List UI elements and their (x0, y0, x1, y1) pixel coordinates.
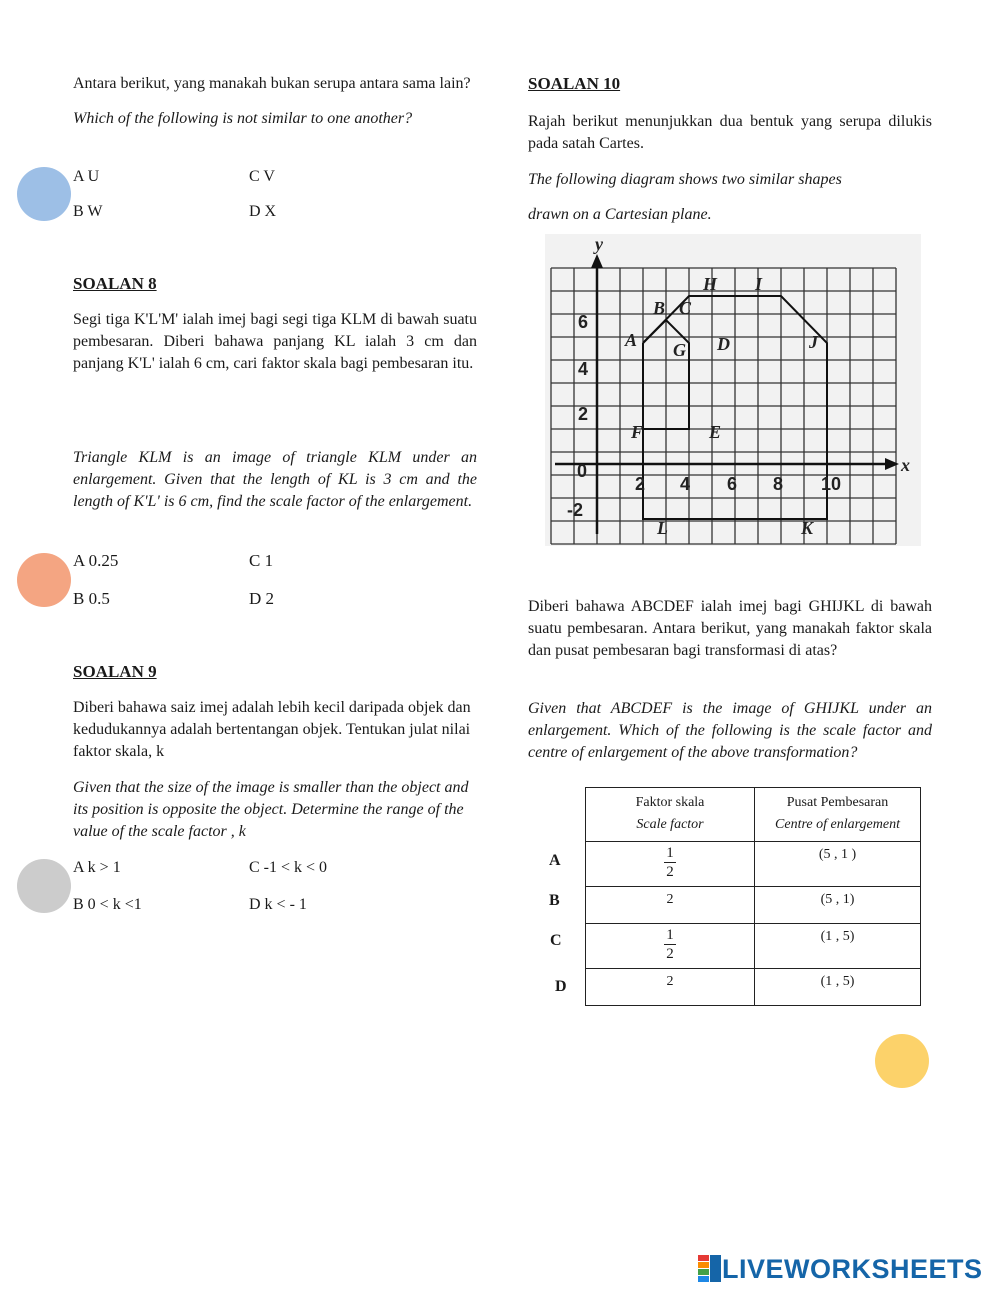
scale-cell (586, 924, 755, 969)
table-row (586, 969, 921, 1006)
q7-english: Which of the following is not similar to one another? (73, 110, 413, 127)
q7-answer-dot[interactable] (17, 167, 71, 221)
point-label-l: L (657, 518, 668, 538)
cartesian-diagram (545, 234, 921, 546)
centre-cell: (1 , 5) (755, 924, 921, 969)
liveworksheets-logo (698, 1255, 983, 1283)
q10-malay-question: Diberi bahawa ABCDEF ialah imej bagi GHIJKL di bawah suatu pembesaran. Antara berikut, yang manakah faktor skala dan pusat pembesaran bagi transformasi di atas? (528, 598, 932, 659)
fraction-numerator: 1 (666, 927, 674, 943)
row-label-d: D (555, 978, 567, 995)
q7-malay: Antara berikut, yang manakah bukan serupa antara sama lain? (73, 75, 471, 92)
table-row (586, 842, 921, 887)
x-tick-label: 6 (727, 474, 738, 494)
q8-option-d: D 2 (249, 589, 275, 608)
y-axis-label: y (595, 234, 603, 254)
x-tick-label: 10 (821, 474, 842, 494)
q9-option-a: A k > 1 (73, 859, 121, 876)
fraction-denominator: 2 (666, 946, 674, 962)
header-centre (755, 788, 921, 842)
x-tick-label: 4 (680, 474, 691, 494)
liveworksheets-icon (698, 1255, 722, 1283)
x-tick-label: 8 (773, 474, 784, 494)
fraction (664, 844, 676, 881)
origin-label: 0 (577, 461, 588, 481)
row-label-a: A (549, 852, 561, 869)
point-label-j: J (809, 332, 818, 352)
fraction-numerator: 1 (666, 845, 674, 861)
point-label-k: K (801, 518, 814, 538)
q8-english: Triangle KLM is an image of triangle KLM under an enlargement. Given that the length of KL is 3 cm and the length of K'L' is 6 cm, find the scale factor of the enlargement. (73, 449, 477, 510)
table-header-row (586, 788, 921, 842)
y-tick-label: 4 (578, 359, 589, 379)
table-row (586, 887, 921, 924)
header-scale-factor (586, 788, 755, 842)
q10-english-intro-1: The following diagram shows two similar shapes (528, 171, 842, 188)
x-axis-label: x (901, 455, 910, 475)
q10-english-intro-2: drawn on a Cartesian plane. (528, 206, 712, 223)
point-label-a: A (625, 330, 638, 350)
point-label-e: E (709, 422, 722, 442)
q9-option-d: D k < - 1 (249, 896, 307, 913)
table-row (586, 924, 921, 969)
row-label-b: B (549, 892, 560, 909)
point-label-d: D (717, 334, 730, 354)
y-tick-label: 6 (578, 312, 589, 332)
q7-option-a: A U (73, 168, 100, 185)
header-centre-english: Centre of enlargement (775, 817, 900, 832)
q7-option-b: B W (73, 203, 103, 220)
q10-title: SOALAN 10 (528, 74, 621, 93)
q8-option-b: B 0.5 (73, 589, 110, 608)
centre-cell: (5 , 1) (755, 887, 921, 924)
scale-cell: 2 (586, 887, 755, 924)
q9-malay: Diberi bahawa saiz imej adalah lebih kecil daripada objek dan kedudukannya adalah bertentangan objek. Tentukan julat nilai faktor skala, k (73, 699, 471, 760)
fraction-denominator: 2 (666, 864, 674, 880)
q8-option-c: C 1 (249, 551, 274, 570)
centre-cell: (1 , 5) (755, 969, 921, 1006)
q7-option-c: C V (249, 168, 275, 185)
brand-name: LIVEWORKSHEETS (722, 1254, 983, 1284)
x-tick-label: 2 (635, 474, 646, 494)
point-label-i: I (755, 274, 763, 294)
centre-cell: (5 , 1 ) (755, 842, 921, 887)
q10-english-question: Given that ABCDEF is the image of GHIJKL under an enlargement. Which of the following is the scale factor and centre of enlargement of the above transformation? (528, 700, 932, 761)
point-label-f: F (631, 422, 644, 442)
header-centre-malay: Pusat Pembesaran (786, 795, 889, 810)
header-scale-malay: Faktor skala (635, 795, 705, 810)
point-label-c: C (679, 298, 692, 318)
q10-answer-dot[interactable] (875, 1034, 929, 1088)
point-label-h: H (703, 274, 718, 294)
q9-option-b: B 0 < k <1 (73, 896, 142, 913)
scale-cell: 2 (586, 969, 755, 1006)
point-label-g: G (673, 340, 686, 360)
y-tick-label: -2 (567, 500, 584, 520)
q7-block (73, 73, 477, 130)
fraction (664, 926, 676, 963)
header-scale-english: Scale factor (636, 817, 704, 832)
q10-answer-table (585, 787, 921, 1006)
q7-option-d: D X (249, 203, 277, 220)
q10-malay-intro: Rajah berikut menunjukkan dua bentuk yang serupa dilukis pada satah Cartes. (528, 113, 932, 152)
y-tick-label: 2 (578, 404, 589, 424)
point-label-b: B (653, 298, 666, 318)
scale-cell (586, 842, 755, 887)
q9-option-c: C -1 < k < 0 (249, 859, 328, 876)
q9-answer-dot[interactable] (17, 859, 71, 913)
q8-malay: Segi tiga K'L'M' ialah imej bagi segi tiga KLM di bawah suatu pembesaran. Diberi bahawa panjang KL ialah 3 cm dan panjang K'L' ialah 6 cm, cari faktor skala bagi pembesaran itu. (73, 311, 477, 372)
q9-english: Given that the size of the image is smaller than the object and its position is opposite the object. Determine the range of the value of the scale factor , k (73, 779, 469, 840)
q8-option-a: A 0.25 (73, 551, 119, 570)
q8-answer-dot[interactable] (17, 553, 71, 607)
q8-title: SOALAN 8 (73, 274, 157, 293)
q9-title: SOALAN 9 (73, 662, 157, 681)
row-label-c: C (550, 932, 562, 949)
